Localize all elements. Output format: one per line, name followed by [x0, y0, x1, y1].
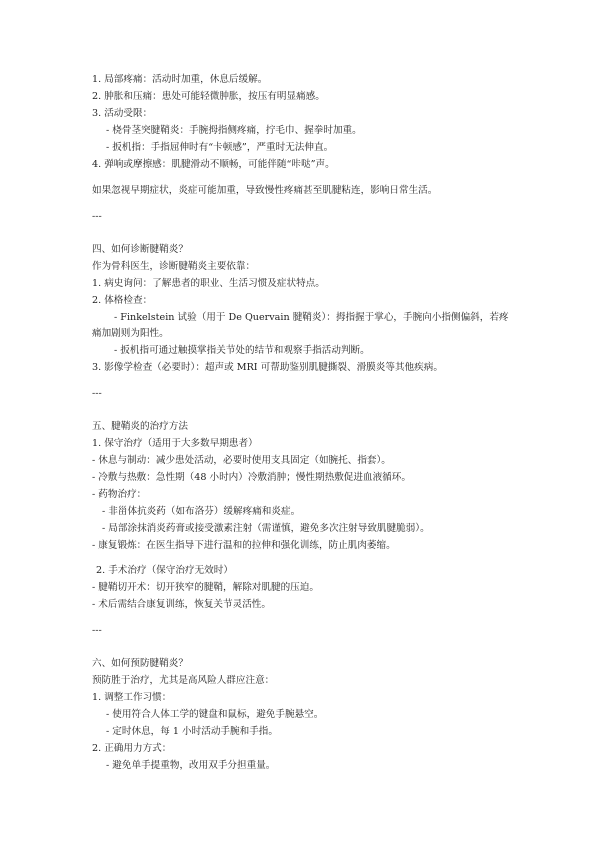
list-item: 2. 体格检查： — [92, 295, 153, 306]
symptom-subitem: - 扳机指：手指屈伸时有“卡顿感”，严重时无法伸直。 — [106, 142, 334, 153]
list-subitem-nested: - 非甾体抗炎药（如布洛芬）缓解疼痛和炎症。 — [102, 506, 301, 517]
list-subitem: - 定时休息，每 1 小时活动手腕和手指。 — [106, 726, 278, 737]
symptom-item-3: 3. 活动受限： — [92, 108, 153, 119]
symptom-item-2: 2. 肿胀和压痛：患处可能轻微肿胀，按压有明显痛感。 — [92, 91, 325, 102]
list-item: 1. 病史询问：了解患者的职业、生活习惯及症状特点。 — [92, 278, 325, 289]
symptom-item-1: 1. 局部疼痛：活动时加重，休息后缓解。 — [92, 74, 268, 85]
list-subitem-nested: - 局部涂抹消炎药膏或接受激素注射（需谨慎，避免多次注射导致肌腱脆弱）。 — [102, 523, 430, 534]
section-heading: 五、腱鞘炎的治疗方法 — [92, 421, 188, 432]
section-heading: 六、如何预防腱鞘炎？ — [92, 658, 188, 669]
list-subitem: - 使用符合人体工学的键盘和鼠标，避免手腕悬空。 — [106, 709, 324, 720]
list-item: 1. 保守治疗（适用于大多数早期患者） — [92, 438, 258, 449]
list-subitem: - 术后需结合康复训练，恢复关节灵活性。 — [92, 599, 271, 610]
section-divider: --- — [92, 388, 102, 399]
list-subitem: - 康复锻炼：在医生指导下进行温和的拉伸和强化训练，防止肌肉萎缩。 — [92, 540, 396, 551]
list-item: 2. 手术治疗（保守治疗无效时） — [96, 565, 233, 576]
list-subitem: - 冷敷与热敷：急性期（48 小时内）冷敷消肿；慢性期热敷促进血液循环。 — [92, 472, 411, 483]
symptom-item-4: 4. 弹响或摩擦感：肌腱滑动不顺畅，可能伴随“咔哒”声。 — [92, 159, 335, 170]
list-item: 3. 影像学检查（必要时）：超声或 MRI 可帮助鉴别肌腱撕裂、滑膜炎等其他疾病。 — [92, 362, 443, 373]
list-subitem: - 避免单手提重物，改用双手分担重量。 — [106, 760, 276, 771]
paragraph: 作为骨科医生，诊断腱鞘炎主要依靠： — [92, 261, 256, 272]
paragraph: 预防胜于治疗，尤其是高风险人群应注意： — [92, 675, 275, 686]
symptom-subitem: - 桡骨茎突腱鞘炎：手腕拇指侧疼痛，拧毛巾、握拳时加重。 — [106, 125, 362, 136]
section-divider: --- — [92, 625, 102, 636]
list-subitem: - Finkelstein 试验（用于 De Quervain 腱鞘炎）：拇指握于掌心，手腕向小指侧偏斜，若疼 — [114, 312, 509, 323]
list-subitem: - 休息与制动：减少患处活动，必要时使用支具固定（如腕托、指套）。 — [92, 455, 391, 466]
list-subitem: - 扳机指可通过触摸掌指关节处的结节和观察手指活动判断。 — [114, 345, 370, 356]
paragraph: 如果忽视早期症状，炎症可能加重，导致慢性疼痛甚至肌腱粘连，影响日常生活。 — [92, 185, 438, 196]
list-item: 2. 正确用力方式： — [92, 743, 172, 754]
list-subitem: - 药物治疗： — [92, 489, 147, 500]
list-subitem-continued: 痛加剧则为阳性。 — [92, 328, 169, 339]
list-item: 1. 调整工作习惯： — [92, 692, 172, 703]
section-divider: --- — [92, 211, 102, 222]
section-heading: 四、如何诊断腱鞘炎？ — [92, 244, 188, 255]
list-subitem: - 腱鞘切开术：切开狭窄的腱鞘，解除对肌腱的压迫。 — [92, 582, 319, 593]
